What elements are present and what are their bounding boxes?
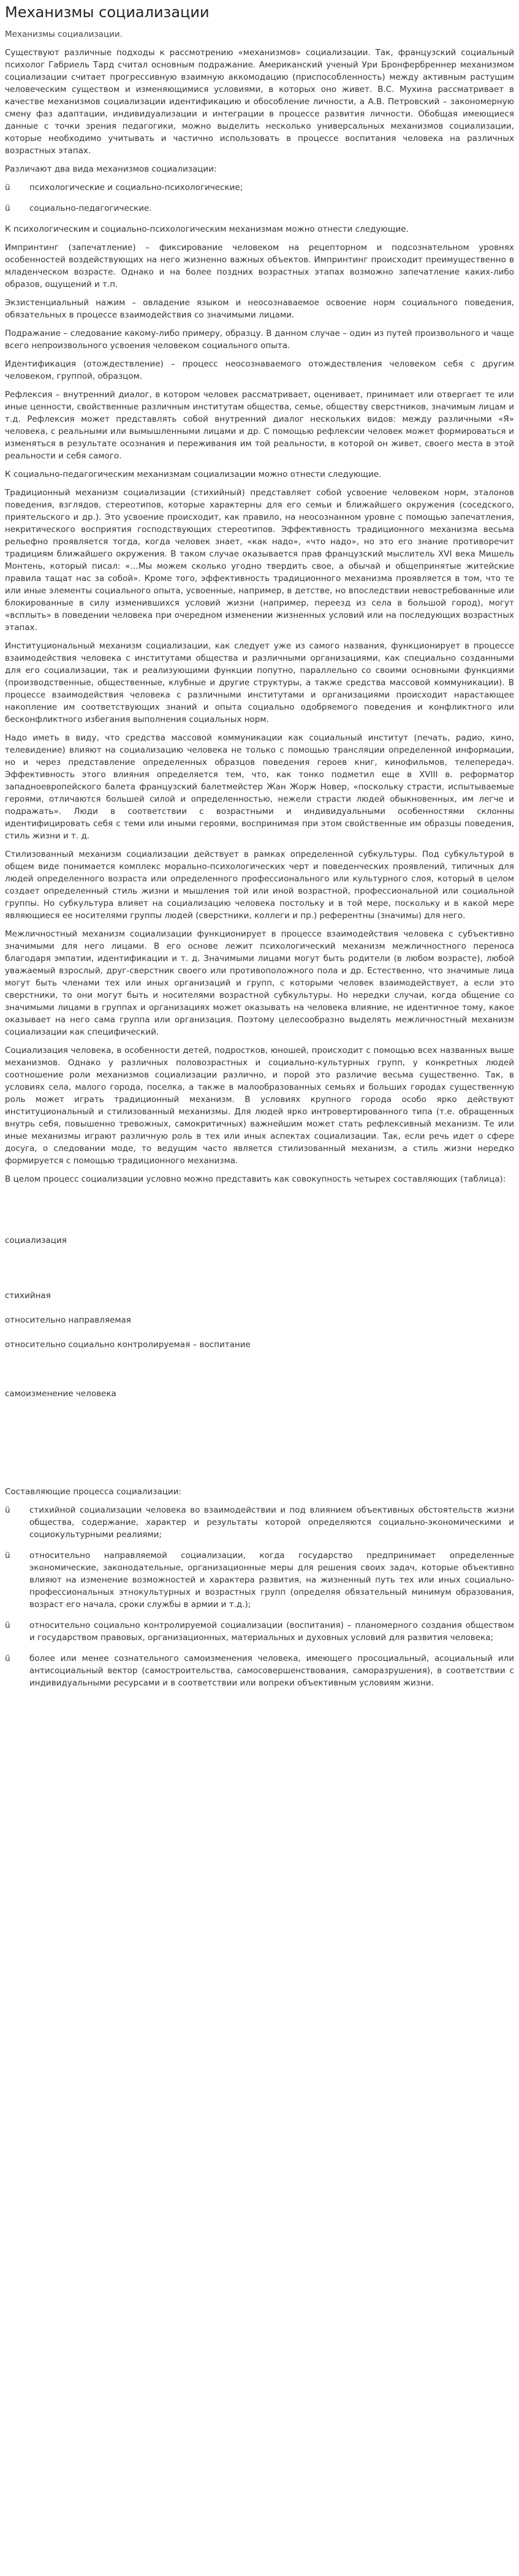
paragraph: Институциональный механизм социализации, как следует уже из самого названия, функционирует в процессе взаимодействия человека с институтами общества и различными организациями, как специально созданными для его социализации, так и реализующими функции попутно, параллельно со своими основными функциями (производственные, общественные, клубные и другие структуры, а также средства массовой коммуникации). В процессе взаимодействия человека с различными институтами и организациями происходит нарастающее накопление им соответствующих знаний и опыта социально одобряемого поведения и конфликтного или бесконфликтного избегания выполнения социальных норм. [5, 641, 514, 724]
check-bullet-icon: ü [5, 1654, 10, 1663]
paragraph: Социализация человека, в особенности детей, подростков, юношей, происходит с помощью всех названных выше механизмов. Однако у различных половозрастных и социально-культурных групп, у конкретных людей соотношение роли механизмов социализации различно, и порой это различие весьма существенно. Так, в условиях села, малого города, поселка, а также в малообразованных семьях и больших городах существенную роль может играть традиционный механизм. В условиях крупного города особо ярко действуют институциональный и стилизованный механизмы. Для людей ярко интровертированного типа (т.е. обращенных внутрь себя, повышенно тревожных, самокритичных) важнейшим может стать рефлексивный механизм. Те или иные механизмы играют различную роль в тех или иных аспектах социализации. Так, если речь идет о сфере досуга, о следовании моде, то ведущим часто является стилизованный механизм, а стиль жизни нередко формируется с помощью традиционного механизма. [5, 1046, 514, 1166]
list-item-text: относительно направляемой социализации, когда государство предпринимает определенные экономические, законодательные, организационные меры для решения своих задач, которые объективно влияют на изменение возможностей и характера развития, на жизненный путь тех или иных социально-профессиональных этнокультурных и возрастных групп (определяя обязательный минимум образования, возраст его начала, сроки службы в армии и т.д.); [29, 1551, 514, 1609]
spacer [5, 1191, 514, 1234]
paragraph: В целом процесс социализации условно можно представить как совокупность четырех составляющих (таблица): [5, 1174, 506, 1184]
check-bullet-icon: ü [5, 1505, 10, 1515]
list-item [5, 1652, 514, 1689]
list-item-text: относительно социально контролируемой социализации (воспитания) – планомерного создания обществом и государством правовых, организационных, материальных и духовных условий для развития человека; [29, 1620, 514, 1643]
list-item [5, 181, 514, 194]
list-item [5, 1619, 514, 1644]
table-row: самоизменение человека [5, 1389, 116, 1399]
article-subtitle: Механизмы социализации. [5, 29, 123, 39]
list-item-text: более или менее сознательного самоизменения человека, имеющего просоциальный, асоциальный или антисоциальный вектор (самостроительства, самосовершенствования, саморазрушения), в соответствии с индивидуальными ресурсами и в соответствии или вопреки объективным условиям жизни. [29, 1654, 514, 1688]
paragraph: Надо иметь в виду, что средства массовой коммуникации как социальный институт (печать, радио, кино, телевидение) влияют на социализацию человека не только с помощью трансляции определенной информации, но и через представление определенных образцов поведения героев книг, кинофильмов, телепередач. Эффективность этого влияния определяется тем, что, как тонко подметил еще в XVIII в. реформатор западноевропейского балета французский балетмейстер Жан Жорж Новер, «поскольку страсти, испытываемые героями, отличаются большей силой и определенностью, нежели страсти людей обыкновенных, им легче и подражать». Люди в соответствии с возрастными и индивидуальными особенностями склонны идентифицировать себя с теми или иными героями, воспринимая при этом свойственные им образцы поведения, стиль жизни и т. д. [5, 733, 514, 841]
list-item [5, 1549, 514, 1611]
paragraph: Стилизованный механизм социализации действует в рамках определенной субкультуры. Под субкультурой в общем виде понимается комплекс морально-психологических черт и поведенческих проявлений, типичных для людей определенного возраста или определенного профессионального или культурного слоя, который в целом создает определенный стиль жизни и мышления той или иной возрастной, профессиональной или социальной группы. Но субкультура влияет на социализацию человека постольку и в той мере, поскольку и в какой мере являющиеся ее носителями группы людей (сверстники, коллеги и пр.) референтны (значимы) для него. [5, 849, 514, 921]
paragraph: Традиционный механизм социализации (стихийный) представляет собой усвоение человеком норм, эталонов поведения, взглядов, стереотипов, которые характерны для его семьи и ближайшего окружения (соседского, приятельского и др.). Это усвоение происходит, как правило, на неосознанном уровне с помощью запечатления, некритического восприятия господствующих стереотипов. Эффективность традиционного механизма весьма рельефно проявляется тогда, когда человек знает, «как надо», «что надо», но это его знание противоречит традициям ближайшего окружения. В таком случае оказывается прав французский мыслитель XVI века Мишель Монтень, который писал: «…Мы можем сколько угодно твердить свое, а обычай и общепринятые житейские правила тащат нас за собой». Кроме того, эффективность традиционного механизма проявляется в том, что те или иные элементы социального опыта, усвоенные, например, в детстве, но впоследствии невостребованные или блокированные в силу изменившихся условий жизни (например, переезд из села в большой город), могут «всплыть» в поведении человека при очередном изменении жизненных условий или на последующих возрастных этапах. [5, 488, 514, 633]
paragraph: К психологическим и социально-психологическим механизмам можно отнести следующие. [5, 224, 409, 234]
list-item [5, 1504, 514, 1541]
check-bullet-icon: ü [5, 203, 10, 213]
paragraph-types-intro: Различают два вида механизмов социализации: [5, 164, 217, 174]
paragraph: Импринтинг (запечатление) – фиксирование человеком на рецепторном и подсознательном уровнях особенностей воздействующих на него жизненно важных объектов. Импринтинг происходит преимущественно в младенческом возрасте. Однако и на более поздних возрастных этапах возможно запечатление каких-либо образов, ощущений и т.п. [5, 243, 514, 289]
paragraph: Экзистенциальный нажим – овладение языком и неосознаваемое освоение норм социального поведения, обязательных в процессе взаимодействия со значимыми лицами. [5, 298, 514, 320]
paragraph: Рефлексия – внутренний диалог, в котором человек рассматривает, оценивает, принимает или отвергает те или иные ценности, свойственные различным институтам общества, семье, обществу сверстников, значимым лицам и т.д. Рефлексия может представлять собой внутренний диалог нескольких видов: между различными «Я» человека, с реальными или вымышленными лицами и др. С помощью рефлексии человек может формироваться и изменяться в результате осознания и переживания им той реальности, в которой он живет, своего места в этой реальности и себя самого. [5, 390, 514, 461]
table-row: относительно социально контролируемая – воспитание [5, 1340, 251, 1350]
table-header: социализация [5, 1236, 67, 1245]
check-bullet-icon: ü [5, 183, 10, 192]
paragraph: Идентификация (отождествление) – процесс неосознаваемого отождествления человеком себя с другим человеком, группой, образцом. [5, 359, 514, 381]
list-item [5, 202, 514, 215]
page-title: Механизмы социализации [5, 4, 210, 21]
list-item-text: психологические и социально-психологические; [29, 183, 243, 192]
check-bullet-icon: ü [5, 1620, 10, 1630]
components-title: Составляющие процесса социализации: [5, 1487, 182, 1497]
list-item-text: стихийной социализации человека во взаимодействии и под влиянием объективных обстоятельств жизни общества, содержание, характер и результаты которой определяются социально-экономическими и социокультурными реалиями; [29, 1505, 514, 1540]
paragraph-intro: Существуют различные подходы к рассмотрению «механизмов» социализации. Так, французский социальный психолог Габриель Тард считал основным подражание. Американский ученый Ури Бронфербреннер механизмом социализации считает прогрессивную взаимную аккомодацию (приспособленность) между активным растущим человеческим существом и изменяющимися условиями, в которых оно живет. В.С. Мухина рассматривает в качестве механизмов социализации идентификацию и обособление личности, а А.В. Петровский – закономерную смену фаз адаптации, индивидуализации и интеграции в процессе развития личности. Обобщая имеющиеся данные с точки зрения педагогики, можно выделить несколько универсальных механизмов социализации, которые необходимо учитывать и частично использовать в процессе воспитания человека на различных возрастных этапах. [5, 48, 514, 156]
paragraph: Межличностный механизм социализации функционирует в процессе взаимодействия человека с субъективно значимыми для него лицами. В его основе лежит психологический механизм межличностного переноса благодаря эмпатии, идентификации и т. д. Значимыми лицами могут быть родители (в любом возрасте), любой уважаемый взрослый, друг-сверстник своего или противоположного пола и др. Естественно, что значимые лица могут быть членами тех или иных организаций и групп, с которыми человек взаимодействует, а если это сверстники, то они могут быть и носителями возрастной субкультуры. Но нередки случаи, когда общение со значимыми лицами в группах и организациях может оказывать на человека влияние, не идентичное тому, какое оказывает на него сама группа или организация. Поэтому целесообразно выделять межличностный механизм социализации как специфический. [5, 929, 514, 1037]
table-row: относительно направляемая [5, 1315, 131, 1325]
paragraph: Подражание – следование какому-либо примеру, образцу. В данном случае – один из путей произвольного и чаще всего непроизвольного усвоения человеком социального опыта. [5, 329, 514, 351]
paragraph: К социально-педагогическим механизмам социализации можно отнести следующие. [5, 469, 382, 479]
check-bullet-icon: ü [5, 1551, 10, 1560]
table-row: стихийная [5, 1291, 51, 1301]
list-item-text: социально-педагогические. [29, 203, 152, 213]
